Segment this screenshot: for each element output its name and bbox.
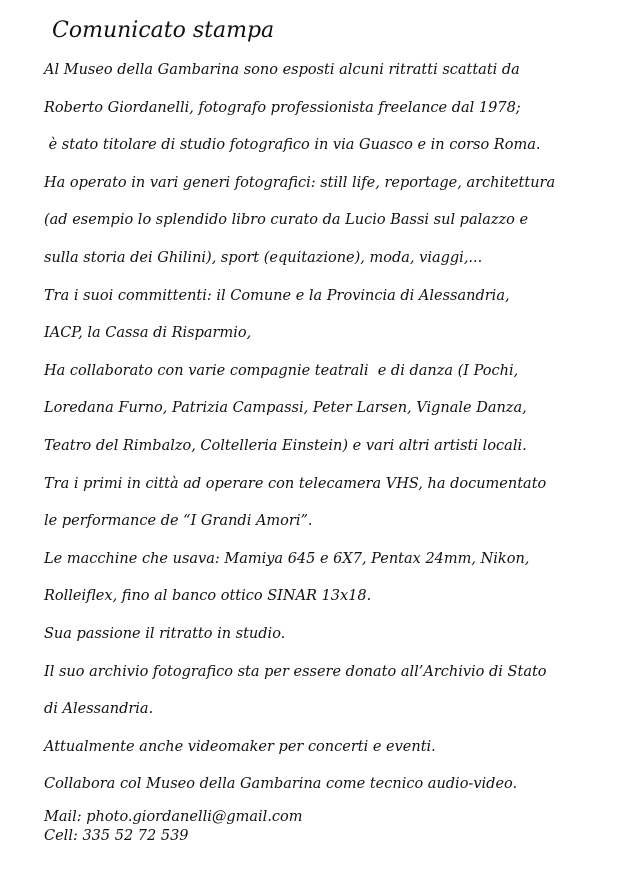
body-line: Teatro del Rimbalzo, Coltelleria Einstein) e vari altri artisti locali.: [44, 437, 527, 454]
body-line: Collabora col Museo della Gambarina come tecnico audio-video.: [44, 776, 518, 793]
contact-email: Mail: photo.giordanelli@gmail.com: [44, 809, 303, 825]
body-line: Rolleiflex, fino al banco ottico SINAR 13x18.: [44, 588, 372, 605]
body-line: sulla storia dei Ghilini), sport (equitazione), moda, viaggi,...: [44, 249, 483, 266]
body-line: Tra i primi in città ad operare con telecamera VHS, ha documentato: [44, 475, 547, 492]
body-line: le performance de “I Grandi Amori”.: [44, 513, 313, 530]
body-line: è stato titolare di studio fotografico in via Guasco e in corso Roma.: [44, 137, 541, 154]
body-line: Le macchine che usava: Mamiya 645 e 6X7, Pentax 24mm, Nikon,: [44, 550, 530, 567]
contact-block: [44, 808, 604, 846]
body-line: Il suo archivio fotografico sta per essere donato all’Archivio di Stato: [44, 663, 547, 680]
body-line: Sua passione il ritratto in studio.: [44, 625, 286, 642]
body-line: Ha collaborato con varie compagnie teatrali e di danza (I Pochi,: [44, 362, 519, 379]
body-line: Ha operato in vari generi fotografici: still life, reportage, architettura: [44, 174, 556, 191]
press-release-body: [44, 55, 604, 807]
body-line: Loredana Furno, Patrizia Campassi, Peter Larsen, Vignale Danza,: [44, 400, 527, 417]
body-line: di Alessandria.: [44, 701, 154, 718]
body-line: (ad esempio lo splendido libro curato da Lucio Bassi sul palazzo e: [44, 212, 529, 229]
contact-phone: Cell: 335 52 72 539: [44, 828, 189, 844]
page-title: Comunicato stampa: [52, 18, 275, 43]
body-line: IACP, la Cassa di Risparmio,: [44, 325, 252, 342]
body-line: Attualmente anche videomaker per concerti e eventi.: [44, 738, 436, 755]
body-line: Al Museo della Gambarina sono esposti alcuni ritratti scattati da: [44, 62, 520, 78]
body-line: Tra i suoi committenti: il Comune e la Provincia di Alessandria,: [44, 287, 510, 304]
body-line: Roberto Giordanelli, fotografo professionista freelance dal 1978;: [44, 99, 521, 116]
